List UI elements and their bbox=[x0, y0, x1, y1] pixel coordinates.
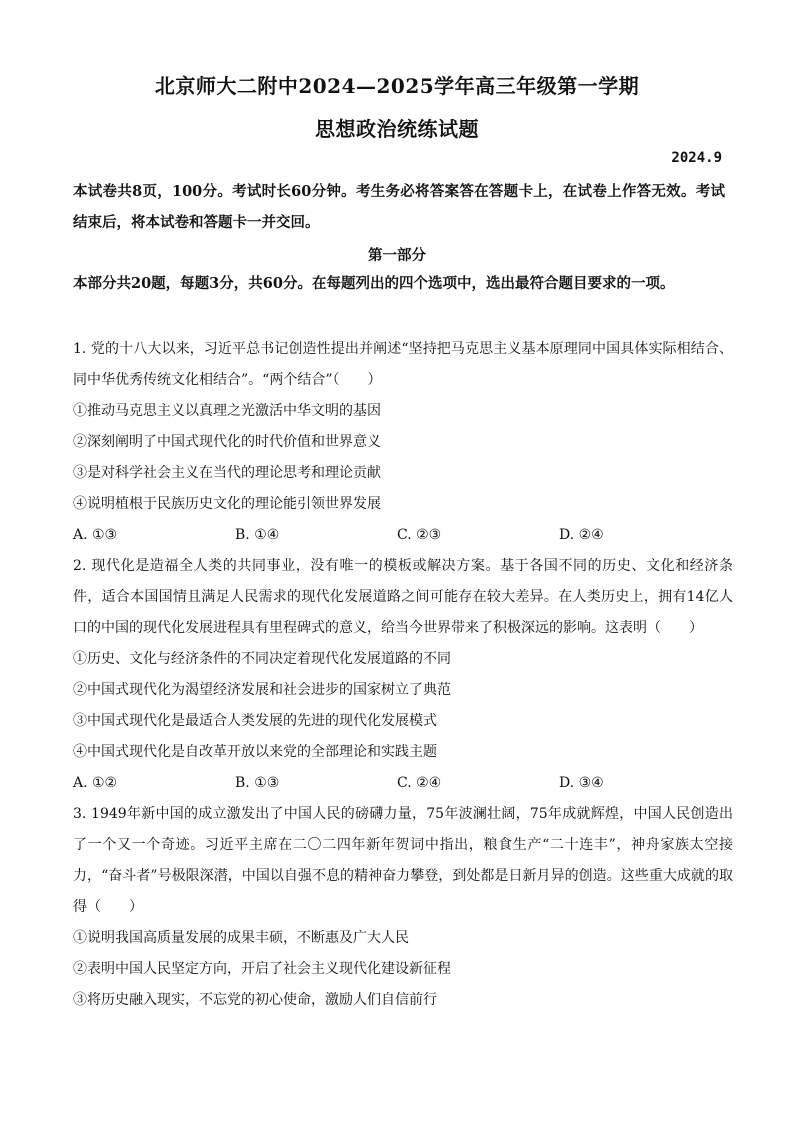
statement-item: ④说明植根于民族历史文化的理论能引领世界发展 bbox=[73, 496, 381, 512]
part-title: 第一部分 bbox=[368, 247, 426, 264]
statement-item: ①说明我国高质量发展的成果丰硕，不断惠及广大人民 bbox=[73, 930, 409, 946]
option-a: A. ①③ bbox=[73, 527, 118, 543]
question-stem: 2. 现代化是造福全人类的共同事业，没有唯一的模板或解决方案。基于各国不同的历史、文化和经济条件，适合本国国情且满足人民需求的现代化发展道路之间可能存在较大差异。在人类历史上，拥有14亿人口的中国的现代化发展进程具有里程碑式的意义，给当今世界带来了积极深远的影响。这表明（ ） bbox=[73, 558, 733, 636]
question-3 bbox=[73, 799, 733, 1016]
option-a: A. ①② bbox=[73, 775, 118, 791]
statement-item: ②表明中国人民坚定方向，开启了社会主义现代化建设新征程 bbox=[73, 961, 451, 977]
option-b: B. ①④ bbox=[235, 527, 280, 543]
answer-options bbox=[73, 520, 733, 551]
statement-item: ③将历史融入现实，不忘党的初心使命，激励人们自信前行 bbox=[73, 992, 437, 1008]
answer-options bbox=[73, 768, 733, 799]
option-b: B. ①③ bbox=[235, 775, 280, 791]
exam-title: 北京师大二附中2024—2025学年高三年级第一学期 bbox=[154, 74, 640, 98]
statement-item: ③是对科学社会主义在当代的理论思考和理论贡献 bbox=[73, 465, 381, 481]
statement-item: ④中国式现代化是自改革开放以来党的全部理论和实践主题 bbox=[73, 744, 437, 760]
exam-date: 2024.9 bbox=[671, 150, 722, 166]
statement-item: ③中国式现代化是最适合人类发展的先进的现代化发展模式 bbox=[73, 713, 437, 729]
question-stem: 1. 党的十八大以来，习近平总书记创造性提出并阐述“坚持把马克思主义基本原理同中国具体实际相结合、同中华优秀传统文化相结合”。“两个结合”（ ） bbox=[73, 341, 733, 388]
option-c: C. ②③ bbox=[397, 527, 442, 543]
statement-item: ②中国式现代化为渴望经济发展和社会进步的国家树立了典范 bbox=[73, 682, 451, 698]
option-d: D. ③④ bbox=[559, 775, 604, 791]
exam-subtitle: 思想政治统练试题 bbox=[315, 117, 479, 141]
question-2 bbox=[73, 551, 733, 799]
statement-item: ②深刻阐明了中国式现代化的时代价值和世界意义 bbox=[73, 434, 381, 450]
question-1 bbox=[73, 334, 733, 551]
statement-item: ①历史、文化与经济条件的不同决定着现代化发展道路的不同 bbox=[73, 651, 451, 667]
option-c: C. ②④ bbox=[397, 775, 442, 791]
question-list bbox=[73, 334, 733, 1016]
statement-item: ①推动马克思主义以真理之光激活中华文明的基因 bbox=[73, 403, 381, 419]
question-stem: 3. 1949年新中国的成立激发出了中国人民的磅礴力量，75年波澜壮阔，75年成就辉煌，中国人民创造出了一个又一个奇迹。习近平主席在二〇二四年新年贺词中指出，粮食生产“二十连丰”，神舟家族太空接力，“奋斗者”号极限深潜，中国以自强不息的精神奋力攀登，到处都是日新月异的创造。这些重大成就的取得（ ） bbox=[73, 806, 733, 915]
general-instructions: 本试卷共8页，100分。考试时长60分钟。考生务必将答案答在答题卡上，在试卷上作答无效。考试结束后，将本试卷和答题卡一并交回。 bbox=[73, 183, 725, 231]
option-d: D. ②④ bbox=[559, 527, 604, 543]
part-instructions: 本部分共20题，每题3分，共60分。在每题列出的四个选项中，选出最符合题目要求的一项。 bbox=[73, 275, 675, 292]
